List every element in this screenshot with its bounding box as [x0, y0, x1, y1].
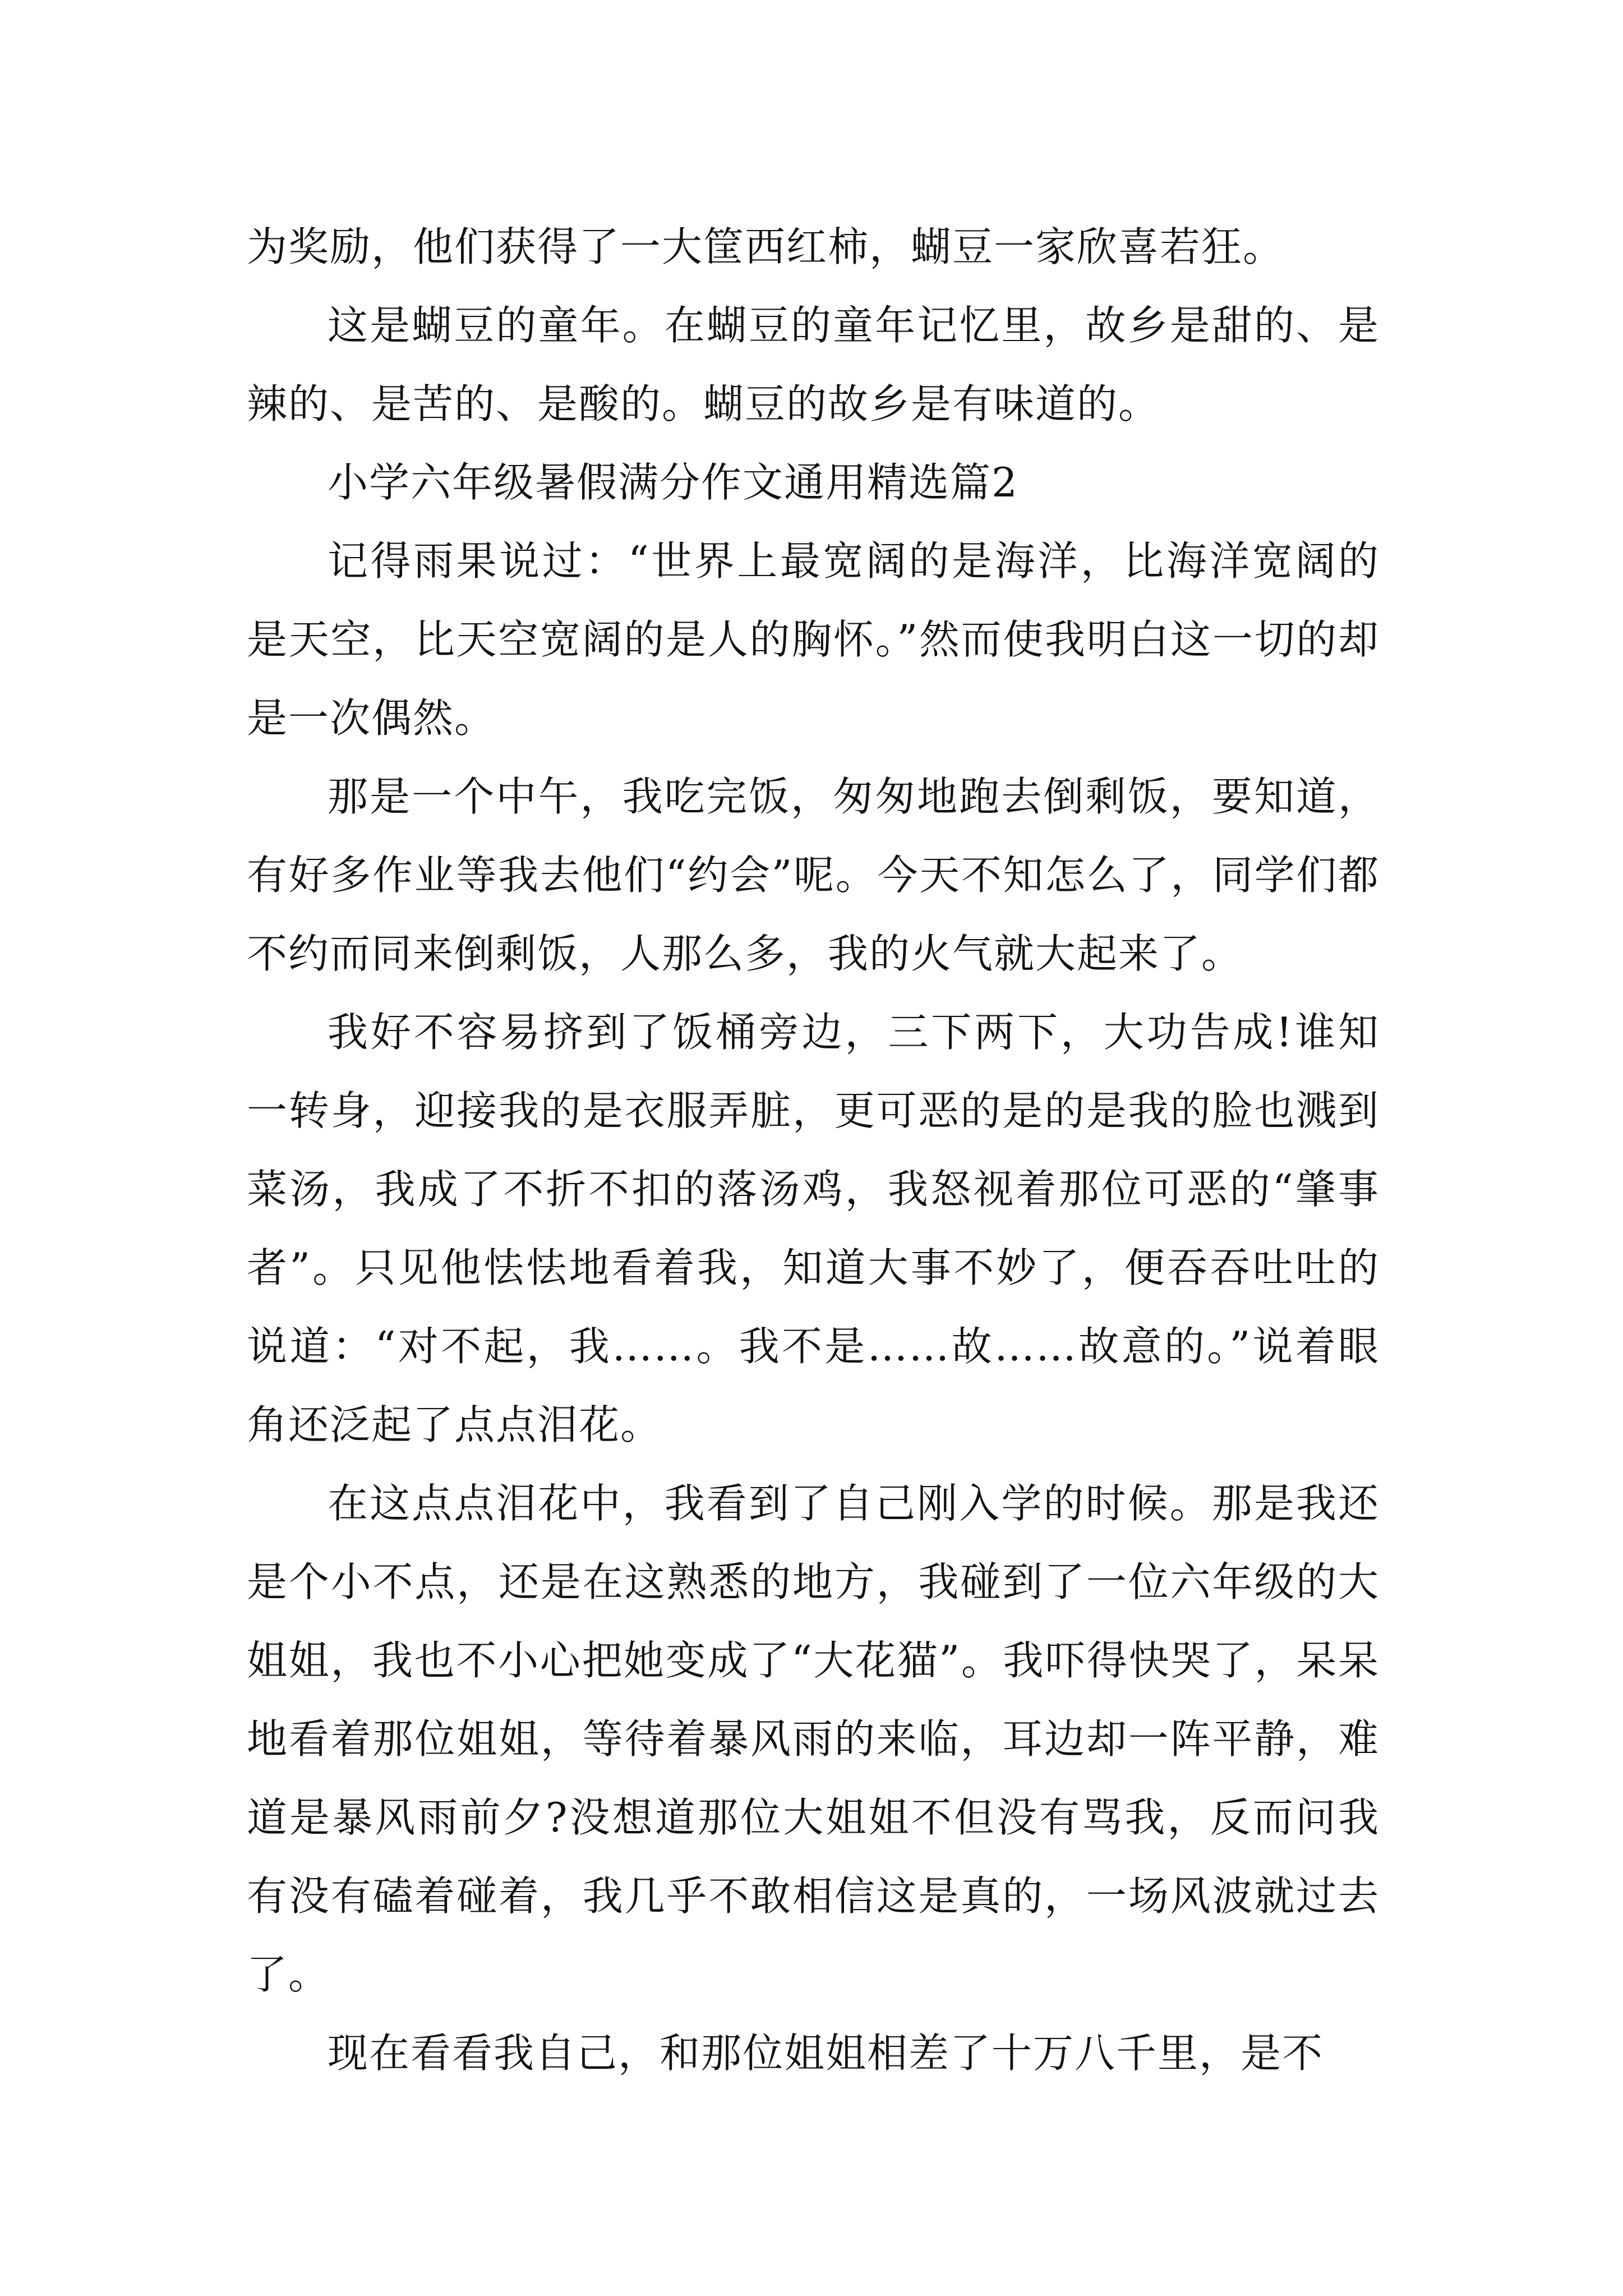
section-heading: 小学六年级暑假满分作文通用精选篇2 [328, 459, 1018, 506]
paragraph: 现在看看我自己，和那位姐姐相差了十万八千里，是不 [328, 2030, 1324, 2077]
paragraph: 我好不容易挤到了饭桶旁边，三下两下，大功告成!谁知一转身，迎接我的是衣服弄脏，更可恶的是的是我的脸也溅到菜汤，我成了不折不扣的落汤鸡，我怒视着那位可恶的“肇事者”。只见他怯怯地看着我，知道大事不妙了，便吞吞吐吐的说道：“对不起，我……。我不是……故……故意的。”说着眼角还泛起了点点泪花。 [247, 1009, 1380, 1448]
paragraph: 这是蝴豆的童年。在蝴豆的童年记忆里，故乡是甜的、是辣的、是苦的、是酸的。蝴豆的故乡是有味道的。 [247, 302, 1380, 427]
paragraph-continuation: 为奖励，他们获得了一大筐西红柿，蝴豆一家欣喜若狂。 [247, 223, 1285, 270]
paragraph: 那是一个中午，我吃完饭，匆匆地跑去倒剩饭，要知道，有好多作业等我去他们“约会”呢。今天不知怎么了，同学们都不约而同来倒剩饭，人那么多，我的火气就大起来了。 [247, 773, 1380, 977]
paragraph: 记得雨果说过：“世界上最宽阔的是海洋，比海洋宽阔的是天空，比天空宽阔的是人的胸怀。”然而使我明白这一切的却是一次偶然。 [247, 537, 1380, 742]
paragraph: 在这点点泪花中，我看到了自己刚入学的时候。那是我还是个小不点，还是在这熟悉的地方，我碰到了一位六年级的大姐姐，我也不小心把她变成了“大花猫”。我吓得快哭了，呆呆地看着那位姐姐，等待着暴风雨的来临，耳边却一阵平静，难道是暴风雨前夕?没想道那位大姐姐不但没有骂我，反而问我有没有磕着碰着，我几乎不敢相信这是真的，一场风波就过去了。 [247, 1480, 1380, 1998]
document-body [247, 208, 1380, 2092]
